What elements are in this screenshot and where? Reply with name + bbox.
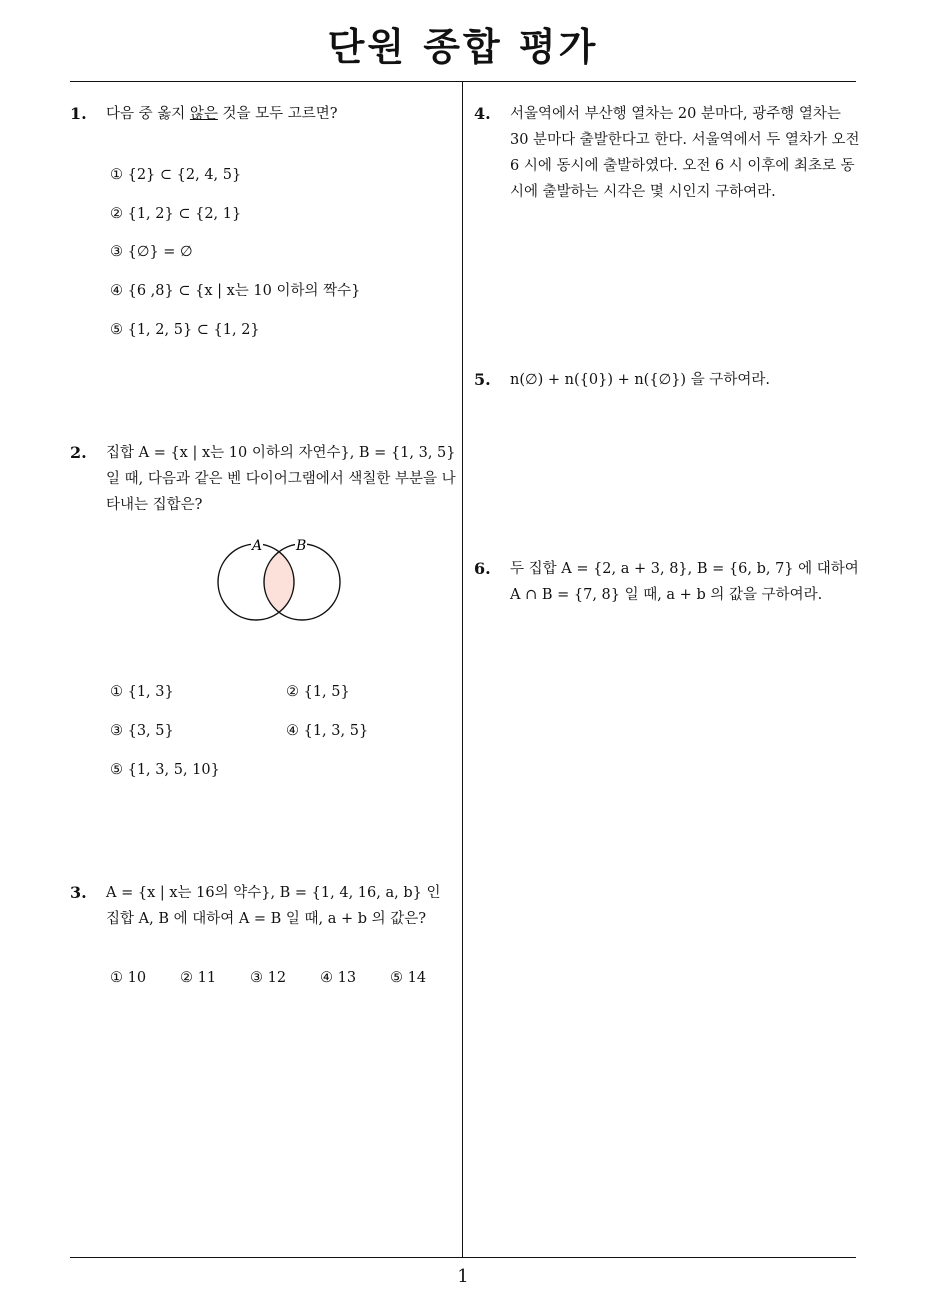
venn-diagram	[205, 530, 355, 630]
question-6-number: 6.	[474, 559, 491, 578]
question-1-choice-4[interactable]: ④ {6 ,8} ⊂ {x | x는 10 이하의 짝수}	[110, 283, 361, 299]
question-2-choice-1[interactable]: ① {1, 3}	[110, 684, 174, 700]
page-title: 단원 종합 평가	[327, 25, 599, 69]
question-5-number: 5.	[474, 370, 491, 389]
question-1-text-after: 것을 모두 고르면?	[217, 106, 338, 122]
question-3-choice-3[interactable]: ③ 12	[250, 970, 287, 986]
question-2-choice-2[interactable]: ② {1, 5}	[286, 684, 350, 700]
question-1-number: 1.	[70, 104, 87, 123]
venn-label-a: A	[252, 538, 263, 554]
question-3-choice-2[interactable]: ② 11	[180, 970, 217, 986]
page-number: 1	[457, 1266, 469, 1287]
venn-label-b: B	[296, 538, 307, 554]
question-3-number: 3.	[70, 883, 87, 902]
question-3-choice-5[interactable]: ⑤ 14	[390, 970, 427, 986]
question-1-choice-3[interactable]: ③ {∅} = ∅	[110, 244, 193, 260]
column-divider	[462, 82, 463, 1258]
question-2-choice-3[interactable]: ③ {3, 5}	[110, 723, 174, 739]
question-4-text: 서울역에서 부산행 열차는 20 분마다, 광주행 열차는 30 분마다 출발한다고 한다. 서울역에서 두 열차가 오전 6 시에 동시에 출발하였다. 오전 6 시 이후에 최초로 동시에 출발하는 시각은 몇 시인지 구하여라.	[510, 106, 860, 200]
question-2-choice-5[interactable]: ⑤ {1, 3, 5, 10}	[110, 762, 220, 778]
question-1-choice-5[interactable]: ⑤ {1, 2, 5} ⊂ {1, 2}	[110, 322, 260, 338]
question-4-number: 4.	[474, 104, 491, 123]
footer-rule	[70, 1257, 856, 1258]
question-1-text	[106, 101, 456, 127]
question-2-number: 2.	[70, 443, 87, 462]
header-rule	[70, 81, 856, 82]
question-5-text: n(∅) + n({0}) + n({∅}) 을 구하여라.	[510, 372, 770, 388]
question-1-choice-1[interactable]: ① {2} ⊂ {2, 4, 5}	[110, 167, 242, 183]
question-1-underlined-word: 않은	[189, 106, 218, 122]
question-1-choice-2[interactable]: ② {1, 2} ⊂ {2, 1}	[110, 206, 242, 222]
question-6-text: 두 집합 A = {2, a + 3, 8}, B = {6, b, 7} 에 대하여 A ∩ B = {7, 8} 일 때, a + b 의 값을 구하여라.	[510, 561, 859, 603]
question-3-choice-4[interactable]: ④ 13	[320, 970, 357, 986]
question-2-text: 집합 A = {x | x는 10 이하의 자연수}, B = {1, 3, 5} 일 때, 다음과 같은 벤 다이어그램에서 색칠한 부분을 나타내는 집합은?	[106, 445, 456, 513]
question-2-choice-4[interactable]: ④ {1, 3, 5}	[286, 723, 369, 739]
question-1-text-before: 다음 중 옳지	[106, 106, 190, 122]
question-3-text: A = {x | x는 16의 약수}, B = {1, 4, 16, a, b} 인 집합 A, B 에 대하여 A = B 일 때, a + b 의 값은?	[106, 885, 441, 927]
question-3-choice-1[interactable]: ① 10	[110, 970, 147, 986]
